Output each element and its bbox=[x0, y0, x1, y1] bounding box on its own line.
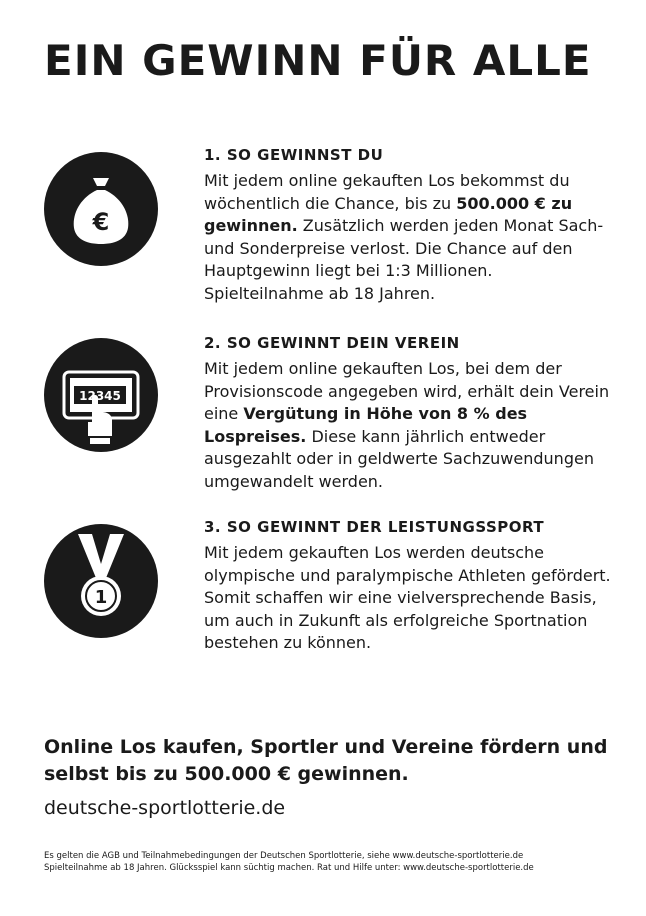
tablet-touch-icon bbox=[44, 338, 158, 452]
money-bag-icon bbox=[44, 152, 158, 266]
section-player-win bbox=[44, 146, 614, 306]
section-heading: 1. SO GEWINNST DU bbox=[204, 146, 384, 164]
section-text bbox=[204, 334, 614, 493]
section-body: Mit jedem gekauften Los werden deutsche olympische und paralympische Athleten gefördert. Somit schaffen wir eine vielversprechende Basis, um auch in Zukunft als erfolgreiche Sportnation bestehen zu können. bbox=[204, 543, 611, 652]
page-title: EIN GEWINN FÜR ALLE bbox=[44, 36, 592, 85]
section-heading: 2. SO GEWINNT DEIN VEREIN bbox=[204, 334, 460, 352]
section-body: Mit jedem online gekauften Los bekommst du wöchentlich die Chance, bis zu 500.000 € zu gewinnen. Zusätzlich werden jeden Monat Sach- und Sonderpreise verlost. Die Chance auf den Hauptgewinn liegt bei 1:3 Millionen. Spielteilnahme ab 18 Jahren. bbox=[204, 171, 604, 303]
call-to-action: Online Los kaufen, Sportler und Vereine fördern und selbst bis zu 500.000 € gewinnen. bbox=[44, 736, 608, 785]
legal-footer: Es gelten die AGB und Teilnahmebedingungen der Deutschen Sportlotterie, siehe www.deutsche-sportlotterie.de Spielteilnahme ab 18 Jahren. Glücksspiel kann süchtig machen. Rat und Hilfe unter: www.deutsche-sportlotterie.de bbox=[44, 851, 534, 873]
section-text bbox=[204, 518, 614, 655]
website-link[interactable]: deutsche-sportlotterie.de bbox=[44, 797, 286, 819]
medal-icon bbox=[44, 524, 158, 638]
medal-number: 1 bbox=[94, 587, 108, 608]
section-heading: 3. SO GEWINNT DER LEISTUNGSSPORT bbox=[204, 518, 545, 536]
provision-code-text: 12345 bbox=[79, 389, 121, 403]
section-club-win bbox=[44, 334, 614, 504]
euro-symbol: € bbox=[92, 208, 110, 236]
section-sport-win bbox=[44, 518, 614, 668]
section-text bbox=[204, 146, 614, 305]
section-body: Mit jedem online gekauften Los, bei dem der Provisionscode angegeben wird, erhält dein Verein eine Vergütung in Höhe von 8 % des Lospreises. Diese kann jährlich entweder ausgezahlt oder in geldwerte Sachzuwendungen umgewandelt werden. bbox=[204, 359, 610, 491]
